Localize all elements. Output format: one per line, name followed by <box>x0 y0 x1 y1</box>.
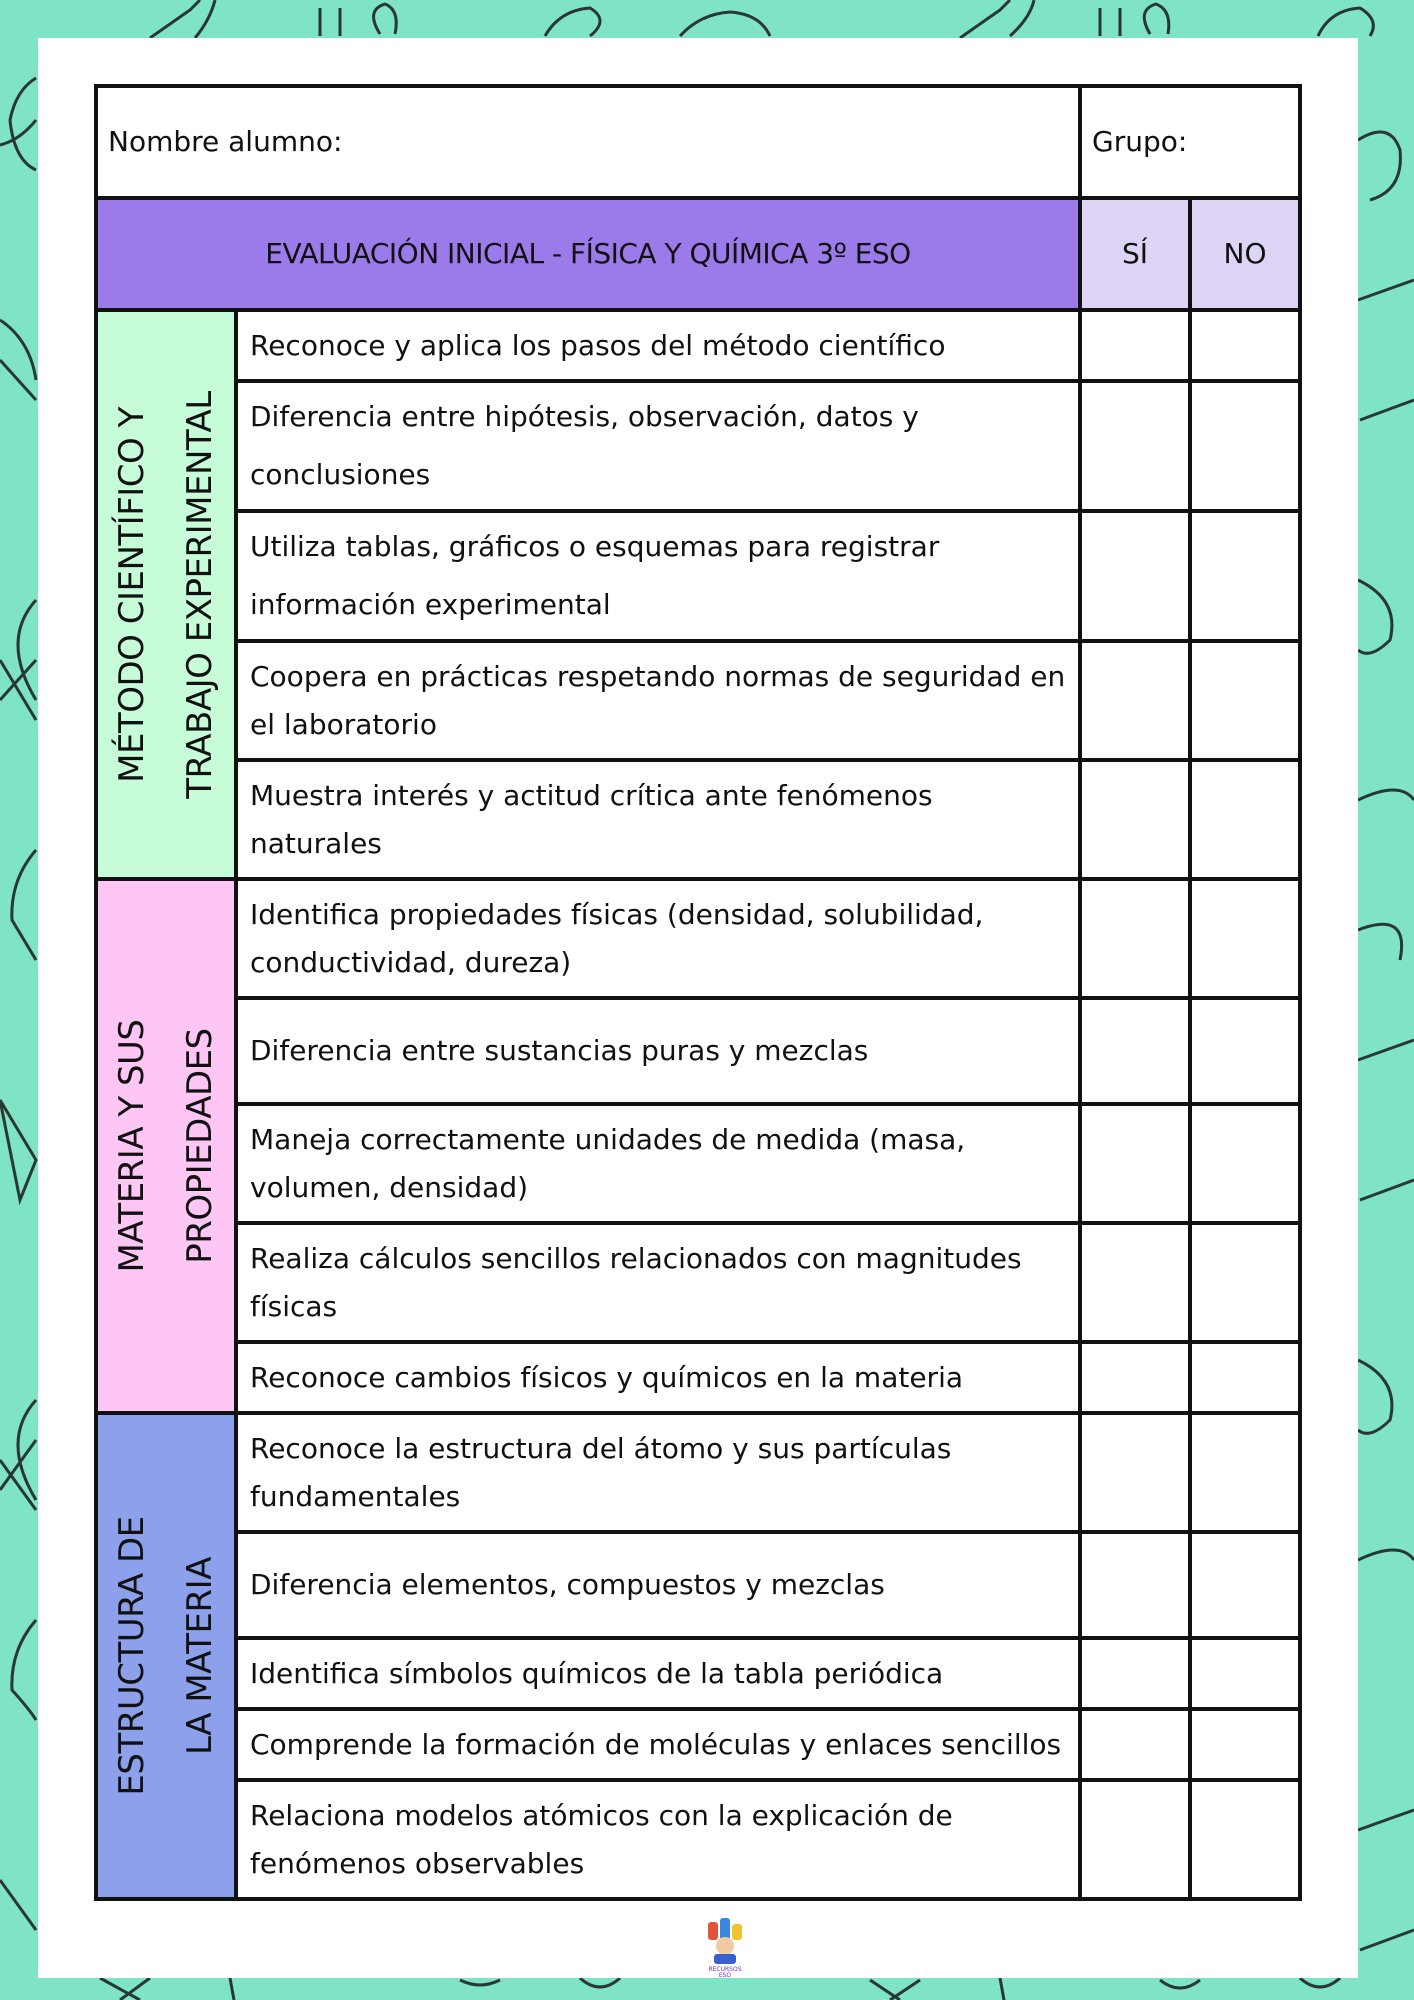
yes-checkbox-cell[interactable] <box>1080 1223 1190 1342</box>
section-name-line1: ESTRUCTURA DE <box>112 1516 152 1796</box>
criterion-row <box>96 511 1300 641</box>
recursos-eso-logo <box>700 1916 750 1978</box>
criterion-row <box>96 1342 1300 1413</box>
yes-checkbox-cell[interactable] <box>1080 998 1190 1104</box>
criterion-text: Identifica propiedades físicas (densidad, solubilidad, conductividad, dureza) <box>236 879 1080 998</box>
yes-column-header: SÍ <box>1080 198 1190 310</box>
criterion-text: Maneja correctamente unidades de medida (masa, volumen, densidad) <box>236 1104 1080 1223</box>
no-checkbox-cell[interactable] <box>1190 1780 1300 1899</box>
criterion-row <box>96 879 1300 998</box>
criterion-row <box>96 1104 1300 1223</box>
criterion-text: Realiza cálculos sencillos relacionados con magnitudes físicas <box>236 1223 1080 1342</box>
evaluation-table <box>94 84 1302 1901</box>
criterion-row <box>96 310 1300 381</box>
criterion-text: Reconoce cambios físicos y químicos en la materia <box>236 1342 1080 1413</box>
yes-checkbox-cell[interactable] <box>1080 1638 1190 1709</box>
student-info-row <box>96 86 1300 198</box>
section-label-estructura-materia <box>96 1413 236 1899</box>
criterion-row <box>96 1223 1300 1342</box>
evaluation-title: EVALUACIÓN INICIAL - FÍSICA Y QUÍMICA 3º ESO <box>96 198 1080 310</box>
yes-checkbox-cell[interactable] <box>1080 381 1190 511</box>
section-name-line1: MATERIA Y SUS <box>112 1019 152 1273</box>
yes-checkbox-cell[interactable] <box>1080 1342 1190 1413</box>
yes-checkbox-cell[interactable] <box>1080 1413 1190 1532</box>
criterion-row <box>96 760 1300 879</box>
group-label: Grupo: <box>1080 86 1300 198</box>
criterion-row <box>96 1532 1300 1638</box>
criterion-row <box>96 1780 1300 1899</box>
no-checkbox-cell[interactable] <box>1190 1638 1300 1709</box>
no-checkbox-cell[interactable] <box>1190 760 1300 879</box>
criterion-row <box>96 1709 1300 1780</box>
yes-checkbox-cell[interactable] <box>1080 760 1190 879</box>
section-name-line2: LA MATERIA <box>180 1557 220 1755</box>
yes-checkbox-cell[interactable] <box>1080 1709 1190 1780</box>
no-checkbox-cell[interactable] <box>1190 998 1300 1104</box>
criterion-text: Diferencia entre hipótesis, observación, datos y conclusiones <box>236 381 1080 511</box>
criterion-row <box>96 381 1300 511</box>
no-checkbox-cell[interactable] <box>1190 1342 1300 1413</box>
section-name-line2: TRABAJO EXPERIMENTAL <box>180 390 220 799</box>
no-checkbox-cell[interactable] <box>1190 1413 1300 1532</box>
student-name-label: Nombre alumno: <box>96 86 1080 198</box>
yes-checkbox-cell[interactable] <box>1080 1780 1190 1899</box>
no-checkbox-cell[interactable] <box>1190 641 1300 760</box>
section-label-metodo-cientifico <box>96 310 236 879</box>
criterion-row <box>96 1638 1300 1709</box>
criterion-text: Diferencia elementos, compuestos y mezclas <box>236 1532 1080 1638</box>
yes-checkbox-cell[interactable] <box>1080 1532 1190 1638</box>
criterion-text: Reconoce la estructura del átomo y sus partículas fundamentales <box>236 1413 1080 1532</box>
criterion-row <box>96 1413 1300 1532</box>
logo-text-line2: ESO <box>718 1972 732 1978</box>
title-row <box>96 198 1300 310</box>
yes-checkbox-cell[interactable] <box>1080 511 1190 641</box>
criterion-text: Utiliza tablas, gráficos o esquemas para registrar información experimental <box>236 511 1080 641</box>
no-checkbox-cell[interactable] <box>1190 1223 1300 1342</box>
criterion-text: Identifica símbolos químicos de la tabla periódica <box>236 1638 1080 1709</box>
criterion-text: Muestra interés y actitud crítica ante fenómenos naturales <box>236 760 1080 879</box>
no-checkbox-cell[interactable] <box>1190 511 1300 641</box>
yes-checkbox-cell[interactable] <box>1080 879 1190 998</box>
criterion-row <box>96 641 1300 760</box>
no-checkbox-cell[interactable] <box>1190 879 1300 998</box>
criterion-text: Reconoce y aplica los pasos del método científico <box>236 310 1080 381</box>
no-checkbox-cell[interactable] <box>1190 1709 1300 1780</box>
criterion-text: Diferencia entre sustancias puras y mezclas <box>236 998 1080 1104</box>
yes-checkbox-cell[interactable] <box>1080 1104 1190 1223</box>
section-name-line1: MÉTODO CIENTÍFICO Y <box>112 406 152 783</box>
criterion-text: Coopera en prácticas respetando normas de seguridad en el laboratorio <box>236 641 1080 760</box>
no-checkbox-cell[interactable] <box>1190 1104 1300 1223</box>
criterion-row <box>96 998 1300 1104</box>
yes-checkbox-cell[interactable] <box>1080 641 1190 760</box>
logo-text-line1: RECURSOS <box>708 1966 742 1973</box>
section-name-line2: PROPIEDADES <box>180 1028 220 1264</box>
criterion-text: Relaciona modelos atómicos con la explicación de fenómenos observables <box>236 1780 1080 1899</box>
criterion-text: Comprende la formación de moléculas y enlaces sencillos <box>236 1709 1080 1780</box>
no-checkbox-cell[interactable] <box>1190 1532 1300 1638</box>
yes-checkbox-cell[interactable] <box>1080 310 1190 381</box>
no-checkbox-cell[interactable] <box>1190 310 1300 381</box>
no-checkbox-cell[interactable] <box>1190 381 1300 511</box>
no-column-header: NO <box>1190 198 1300 310</box>
section-label-materia-propiedades <box>96 879 236 1413</box>
